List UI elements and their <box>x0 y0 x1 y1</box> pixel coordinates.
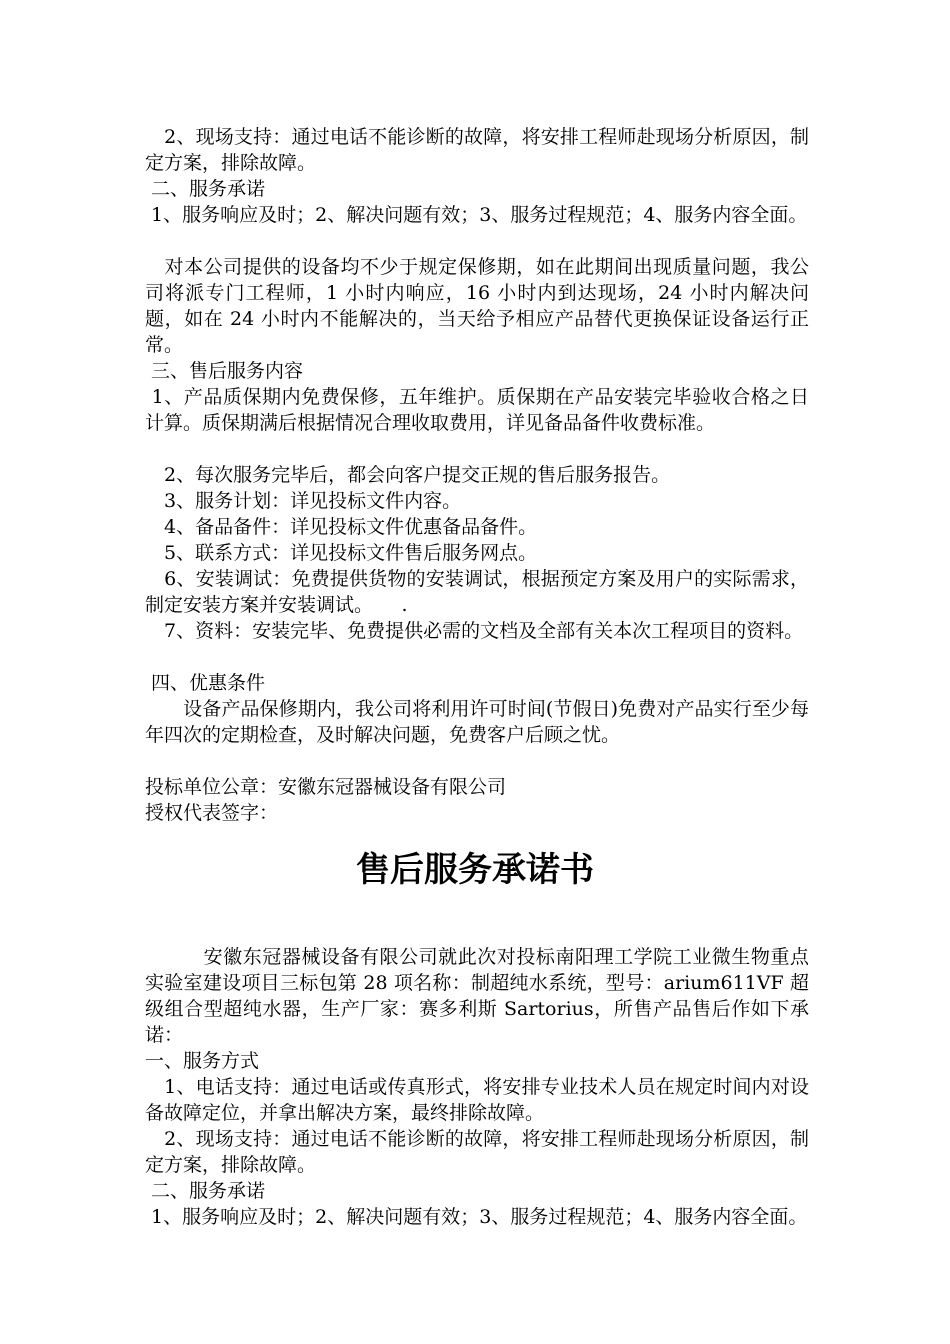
preferential-paragraph: 设备产品保修期内，我公司将利用许可时间(节假日)免费对产品实行至少每年四次的定期检查，及时解决问题，免费客户后顾之忧。 <box>145 698 809 746</box>
onsite-support-paragraph-2: 2、现场支持：通过电话不能诊断的故障，将安排工程师赴现场分析原因，制定方案，排除故障。 <box>145 1128 809 1176</box>
bidder-seal-line: 投标单位公章：安徽东冠器械设备有限公司 <box>145 776 507 798</box>
spare-parts-paragraph: 4、备品备件：详见投标文件优惠备品备件。 <box>145 516 538 538</box>
installation-paragraph: 6、安装调试：免费提供货物的安装调试，根据预定方案及用户的实际需求，制定安装方案并安装调试。 . <box>145 568 809 616</box>
service-report-paragraph: 2、每次服务完毕后，都会向客户提交正规的售后服务报告。 <box>145 464 671 486</box>
warranty-paragraph: 对本公司提供的设备均不少于规定保修期，如在此期间出现质量问题，我公司将派专门工程师，1 小时内响应，16 小时内到达现场，24 小时内解决问题，如在 24 小时内不能解决的，当天给予相应产品替代更换保证设备运行正常。 <box>145 256 809 356</box>
section-heading-after-sales: 三、售后服务内容 <box>145 360 304 382</box>
representative-signature-line: 授权代表签字： <box>145 802 279 824</box>
contact-paragraph: 5、联系方式：详见投标文件售后服务网点。 <box>145 542 538 564</box>
warranty-terms-paragraph: 1、产品质保期内免费保修，五年维护。质保期在产品安装完毕验收合格之日计算。质保期满后根据情况合理收取费用，详见备品备件收费标准。 <box>145 386 810 434</box>
documents-paragraph: 7、资料：安装完毕、免费提供必需的文档及全部有关本次工程项目的资料。 <box>145 620 804 642</box>
section-heading-commitment: 二、服务承诺 <box>145 178 266 200</box>
commitment-list-paragraph: 1、服务响应及时；2、解决问题有效；3、服务过程规范；4、服务内容全面。 <box>145 204 808 226</box>
intro-paragraph: 安徽东冠器械设备有限公司就此次对投标南阳理工学院工业微生物重点实验室建设项目三标包第 28 项名称：制超纯水系统，型号：arium611VF 超级组合型超纯水器，生产厂家：赛多利斯 Sartorius，所售产品售后作如下承诺： <box>145 946 809 1046</box>
phone-support-paragraph: 1、电话支持：通过电话或传真形式，将安排专业技术人员在规定时间内对设备故障定位，并拿出解决方案，最终排除故障。 <box>145 1076 809 1124</box>
onsite-support-paragraph: 2、现场支持：通过电话不能诊断的故障，将安排工程师赴现场分析原因，制定方案，排除故障。 <box>145 126 809 174</box>
section-heading-preferential: 四、优惠条件 <box>145 672 266 694</box>
section-heading-commitment-2: 二、服务承诺 <box>145 1180 266 1202</box>
commitment-list-paragraph-2: 1、服务响应及时；2、解决问题有效；3、服务过程规范；4、服务内容全面。 <box>145 1206 808 1228</box>
section-heading-service-mode: 一、服务方式 <box>145 1050 260 1072</box>
service-plan-paragraph: 3、服务计划：详见投标文件内容。 <box>145 490 462 512</box>
document-title: 售后服务承诺书 <box>356 850 594 890</box>
